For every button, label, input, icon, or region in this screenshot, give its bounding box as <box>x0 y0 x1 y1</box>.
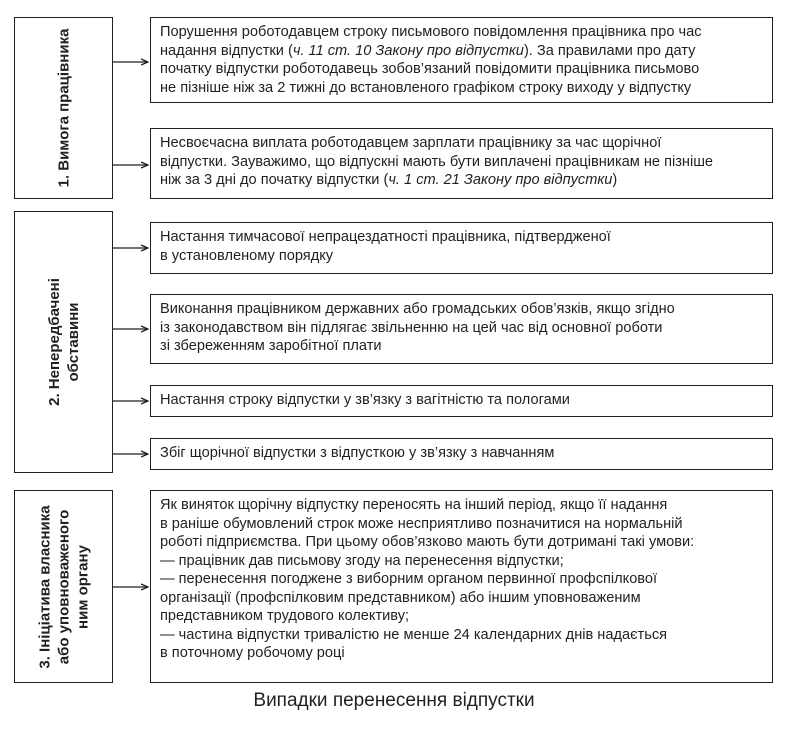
text-segment: в установленому порядку <box>160 247 334 264</box>
category-label-line: 2. Непередбачені <box>45 278 63 406</box>
text-segment: із законодавством він підлягає звільненню на цей час від основної роботи <box>160 319 663 336</box>
text-segment: в раніше обумовлений строк може несприятливо позначитися на нормальній <box>160 515 683 532</box>
text-segment: ). За правилами про дату <box>523 42 696 59</box>
text-segment: Збіг щорічної відпустки з відпусткою у зв’язку з навчанням <box>160 445 555 461</box>
text-segment: Настання тимчасової непрацездатності працівника, підтвердженої <box>160 229 611 245</box>
text-segment: представником трудового колективу; <box>160 608 410 624</box>
text-segment: Порушення роботодавцем строку письмового повідомлення працівника про час <box>160 24 702 40</box>
text-segment: ніж за 3 дні до початку відпустки ( <box>160 172 389 188</box>
diagram-caption: Випадки перенесення відпустки <box>253 690 535 711</box>
category-label-line: 1. Вимога працівника <box>55 28 72 188</box>
text-segment: не пізніше ніж за 2 тижні до встановленого графіком строку виходу у відпустку <box>160 79 692 96</box>
text-segment: — працівник дав письмову згоду на перенесення відпустки; <box>160 552 564 569</box>
text-segment: початку відпустки роботодавець зобов’язаний повідомити працівника письмово <box>160 61 700 77</box>
text-segment: — частина відпустки тривалістю не менше 24 календарних днів надається <box>160 626 668 643</box>
text-segment: Настання строку відпустки у зв’язку з вагітністю та пологами <box>160 392 570 408</box>
text-segment: відпустки. Зауважимо, що відпускні мають бути виплачені працівникам не пізніше <box>160 153 714 170</box>
category-label-line: 3. Ініціатива власника <box>36 504 53 669</box>
category-label-line: обставини <box>64 302 82 382</box>
text-segment: Виконання працівником державних або громадських обов’язків, якщо згідно <box>160 301 675 317</box>
text-segment: ) <box>612 172 618 188</box>
category-label-line: ним органу <box>74 544 91 629</box>
text-segment: Несвоєчасна виплата роботодавцем зарплати працівнику за час щорічної <box>160 135 662 151</box>
category-label-line: або уповноваженого <box>55 509 72 664</box>
text-segment: Як виняток щорічну відпустку переносять на інший період, якщо її надання <box>160 497 668 513</box>
law-reference: ч. 1 ст. 21 Закону про відпустки <box>388 172 613 188</box>
text-segment: організації (профспілковим представником) або іншим уповноваженим <box>160 589 641 606</box>
text-segment: зі збереженням заробітної плати <box>160 338 382 354</box>
text-segment: — перенесення погоджене з виборним органом первинної профспілкової <box>160 571 658 587</box>
text-segment: надання відпустки ( <box>160 42 293 59</box>
text-segment: роботі підприємства. При цьому обов’язково мають бути дотримані такі умови: <box>160 534 695 550</box>
law-reference: ч. 11 ст. 10 Закону про відпустки <box>292 42 524 59</box>
text-segment: в поточному робочому році <box>160 645 345 661</box>
